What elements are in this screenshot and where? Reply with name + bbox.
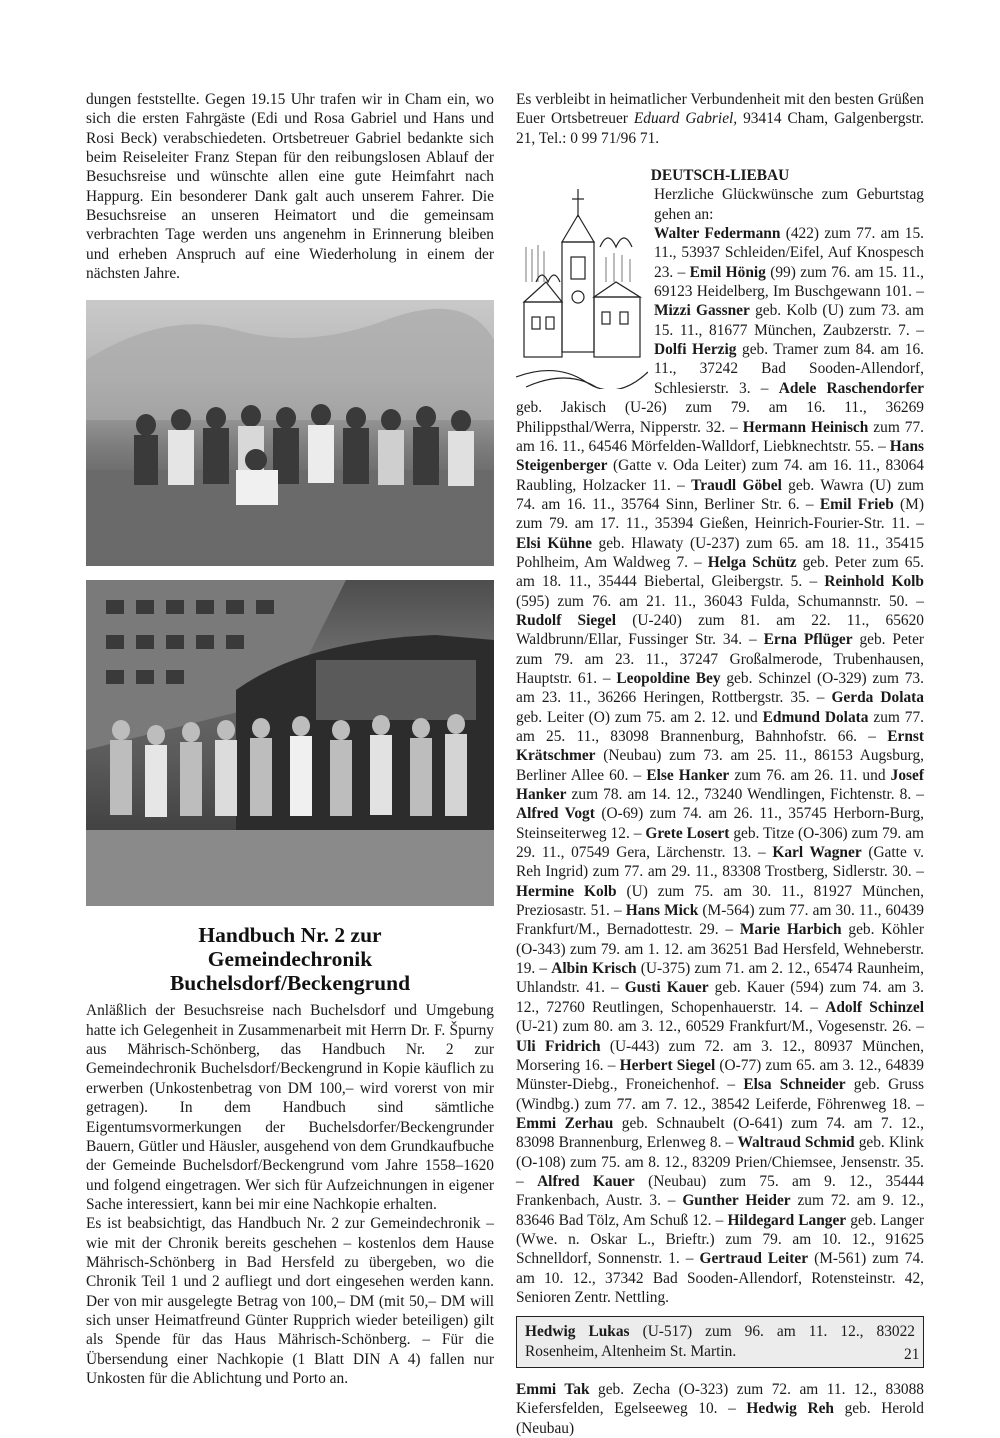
birthday-details: geb. Wawra (U) zum 74. am 16. 11., 35764 Sinn, Berliner Str. 6. – bbox=[516, 476, 924, 513]
birthday-name: Adele Raschendorfer bbox=[778, 379, 924, 397]
closing-paragraph bbox=[516, 90, 924, 148]
highlight-box bbox=[516, 1316, 924, 1368]
birthday-name: Hildegard Langer bbox=[727, 1211, 847, 1229]
group-photo-meadow bbox=[86, 300, 494, 566]
birthday-details: zum 78. am 14. 12., 73240 Wendlingen, Fichtenstr. 8. – bbox=[566, 786, 924, 804]
birthday-intro: Herzliche Glückwünsche zum Geburtstag gehen an: bbox=[654, 186, 924, 223]
birthday-details: geb. Peter zum 65. am 18. 11., 35444 Biebertal, Gleibergstr. 5. – bbox=[516, 553, 924, 591]
birthday-details: geb. Hlawaty (U-237) zum 65. am 18. 11., 35415 Pohlheim, Am Waldweg 7. – bbox=[516, 534, 924, 571]
birthday-details: geb. Schinzel (O-329) zum 73. am 23. 11., 36266 Heringen, Rottbergstr. 35. – bbox=[516, 669, 924, 707]
birthday-name: Ernst Krätschmer bbox=[516, 728, 924, 765]
article-heading-line2: Gemeindechronik Buchelsdorf/Beckengrund bbox=[169, 947, 411, 996]
birthday-details: zum 76. am 26. 11. und bbox=[729, 766, 891, 784]
birthday-details: (Neubau) zum 73. am 25. 11., 86153 Augsburg, Berliner Allee 60. – bbox=[516, 747, 924, 784]
highlight-box-name: Hedwig Lukas bbox=[525, 1323, 630, 1341]
birthday-details: geb. Titze (O-306) zum 79. am 29. 11., 07549 Gera, Lärchenstr. 13. – bbox=[516, 824, 924, 862]
birthday-details: geb. Zecha (O-323) zum 72. am 11. 12., 83088 Kiefersfelden, Egelseeweg 10. – bbox=[516, 1381, 924, 1418]
birthday-name: Uli Fridrich bbox=[516, 1037, 601, 1055]
birthday-name: Waltraud Schmid bbox=[737, 1134, 855, 1152]
birthday-details: (O-77) zum 65. am 3. 12., 64839 Münster-Diebg., Froneichenhof. – bbox=[516, 1056, 924, 1094]
birthday-name: Erna Pflüger bbox=[763, 631, 853, 649]
closing-pre: Es verbleibt in heimatlicher Verbundenheit mit den besten Grüßen Euer Ortsbetreuer bbox=[516, 91, 924, 128]
birthday-name: Walter Federmann bbox=[654, 225, 781, 243]
birthday-details: zum 72. am 9. 12., 83646 Bad Tölz, Am Schuß 12. – bbox=[516, 1192, 925, 1229]
birthday-details: geb. Herold (Neubau) bbox=[516, 1400, 924, 1437]
birthday-name: Josef Hanker bbox=[516, 766, 924, 804]
birthday-name: Hans Mick bbox=[625, 902, 699, 920]
birthday-name: Leopoldine Bey bbox=[616, 669, 721, 687]
birthday-name: Karl Wagner bbox=[772, 844, 862, 862]
closing-post: 93414 Cham, Galgenbergstr. 21, Tel.: 0 99 71/96 71. bbox=[516, 110, 924, 147]
birthday-details: (U-375) zum 71. am 2. 12., 65474 Raunheim, Uhlandstr. 41. – bbox=[516, 960, 924, 997]
group-photo-bus-drawing bbox=[86, 580, 494, 906]
birthday-name: Emil Hönig bbox=[689, 263, 766, 281]
article-paragraph-2: Es ist beabsichtigt, das Handbuch Nr. 2 zur Gemeindechronik – wie mit der Chronik bereits geschehen – kostenlos dem Hause Mährisch-Schönberg in Bad Hersfeld zu übergeben, wo die Chronik Teil 1 und 2 aufliegt und dort eingesehen werden kann. Der von mir ausgelegte Betrag von 100,– DM (mit 50,– DM will sich unser Heimatfreund Günter Rupprich wieder beteiligen) gilt als Spende für das Haus Mährisch-Schönberg. – Für die Übersendung einer Nachkopie (1 Blatt DIN A 4) fallen nur Unkosten für die Ablichtung und Porto an. bbox=[86, 1215, 494, 1387]
birthday-name: Emmi Tak bbox=[516, 1381, 590, 1398]
birthday-name: Gerda Dolata bbox=[831, 689, 924, 707]
birthday-details: zum 77. am 25. 11., 83098 Brannenburg, Bahnhofstr. 66. – bbox=[516, 708, 924, 745]
birthday-details: (422) zum 77. am 15. 11., 53937 Schleiden/Eifel, Auf Knospesch 23. – bbox=[654, 225, 924, 281]
birthday-name: Elsi Kühne bbox=[516, 534, 592, 552]
birthday-details: geb. Jakisch (U-26) zum 79. am 16. 11., 36269 Philippsthal/Werra, Nipperstr. 32. – bbox=[516, 399, 924, 436]
birthday-details: (Gatte v. Reh Ingrid) zum 77. am 29. 11., 83308 Trostberg, Sidlerstr. 30. – bbox=[516, 844, 924, 881]
birthday-name: Grete Losert bbox=[645, 824, 730, 842]
birthday-name: Gertraud Leiter bbox=[699, 1250, 809, 1268]
birthday-name: Gunther Heider bbox=[682, 1192, 791, 1210]
birthday-name: Hermann Heinisch bbox=[742, 418, 869, 436]
highlight-box-text: (U-517) zum 96. am 11. 12., 83022 Rosenheim, Altenheim St. Martin. bbox=[525, 1323, 916, 1360]
birthday-details: zum 77. am 16. 11., 64546 Mörfelden-Walldorf, Liebknechtstr. 55. – bbox=[516, 418, 924, 455]
page-number: 21 bbox=[904, 1346, 920, 1363]
article-heading bbox=[86, 923, 494, 995]
birthday-details: geb. Tramer zum 84. am 16. 11., 37242 Bad Sooden-Allendorf, Schlesierstr. 3. – bbox=[654, 341, 924, 397]
birthday-details: (U-240) zum 81. am 22. 11., 65620 Waldbrunn/Ellar, Fussinger Str. 34. – bbox=[516, 611, 924, 649]
birthday-name: Hedwig Reh bbox=[746, 1400, 834, 1418]
birthday-name: Marie Harbich bbox=[739, 921, 842, 939]
birthday-name: Albin Krisch bbox=[551, 960, 637, 978]
birthday-details: (M-564) zum 77. am 30. 11., 60439 Frankfurt/M., Bernadottestr. 29. – bbox=[516, 902, 924, 939]
birthday-name: Dolfi Herzig bbox=[654, 341, 737, 359]
birthday-details: (U-21) zum 80. am 3. 12., 60529 Frankfurt/M., Vogesenstr. 26. – bbox=[516, 1018, 924, 1036]
right-column bbox=[516, 90, 924, 1438]
birthday-list-continued bbox=[516, 1380, 924, 1438]
birthday-details: geb. Leiter (O) zum 75. am 2. 12. und bbox=[516, 708, 763, 726]
birthday-details: (U) zum 75. am 30. 11., 81927 München, Preziosastr. 51. – bbox=[516, 882, 924, 920]
left-column bbox=[86, 90, 494, 1388]
closing-name: Eduard Gabriel, bbox=[633, 110, 738, 128]
birthday-name: Emil Frieb bbox=[819, 495, 894, 513]
article-heading-line1: Handbuch Nr. 2 zur bbox=[198, 923, 382, 948]
birthday-details: geb. Peter zum 79. am 23. 11., 37247 Großalmerode, Trubenhausen, Hauptstr. 61. – bbox=[516, 631, 925, 687]
birthday-name: Adolf Schinzel bbox=[825, 998, 924, 1016]
birthday-details: (99) zum 76. am 15. 11., 69123 Heidelberg, Im Buschgewann 101. – bbox=[654, 263, 924, 301]
church-illustration bbox=[516, 187, 648, 389]
group-photo-meadow-drawing bbox=[86, 300, 494, 566]
birthday-name: Helga Schütz bbox=[707, 553, 797, 571]
birthday-details: geb. Klink (O-108) zum 75. am 8. 12., 83209 Prien/Chiemsee, Jensenstr. 35. – bbox=[516, 1134, 924, 1190]
birthday-details: geb. Langer (Wwe. n. Oskar L., Brieftr.) zum 79. am 10. 12., 91625 Schnelldorf, Sonnenstr. 1. – bbox=[516, 1211, 924, 1268]
article-paragraph-1: Anläßlich der Besuchsreise nach Buchelsdorf und Umgebung hatte ich Gelegenheit in Zusammenarbeit mit Herrn Dr. F. Špurny aus Mährisch-Schönberg, das Handbuch Nr. 2 zur Gemeindechronik Buchelsdorf/Beckengrund in Kopie käuflich zu erwerben (Unkostenbetrag von DM 100,– wird vorerst von mir getragen). In dem Handbuch sind sämtliche Eigentumsvormerkungen der Buchelsdorfer/Beckengrunder Bauern, Gütler und Häusler, ausgehend von dem Grundkaufbuche der Gemeinde Buchelsdorf/Beckengrund vom Jahre 1558–1620 und folgend eingetragen. Wer sich für Aufzeichnungen in eigener Sache interessiert, kann bei mir eine Nachkopie erhalten. bbox=[86, 1002, 494, 1213]
birthday-name: Hans Steigenberger bbox=[516, 437, 924, 475]
section-heading-deutsch-liebau: DEUTSCH-LIEBAU bbox=[650, 167, 790, 185]
birthday-details: (Neubau) zum 75. am 9. 12., 35444 Frankenbach, Austr. 3. – bbox=[516, 1172, 924, 1210]
birthday-details: (M-561) zum 74. am 10. 12., 37342 Bad Sooden-Allendorf, Rotensteinstr. 42, Senioren Zentr. Nettling. bbox=[516, 1250, 924, 1306]
birthday-name: Elsa Schneider bbox=[743, 1076, 846, 1094]
group-photo-bus bbox=[86, 580, 494, 906]
birthday-name: Mizzi Gassner bbox=[654, 302, 750, 320]
birthday-name: Edmund Dolata bbox=[762, 708, 869, 726]
birthday-details: (M) zum 79. am 17. 11., 35394 Gießen, Heinrich-Fourier-Str. 11. – bbox=[516, 495, 924, 533]
birthday-name: Alfred Vogt bbox=[516, 805, 595, 823]
birthday-name: Traudl Göbel bbox=[691, 476, 782, 494]
birthday-details: geb. Gruss (Windbg.) zum 77. am 7. 12., 38542 Leiferde, Föhrenweg 18. – bbox=[516, 1076, 924, 1113]
birthday-name: Else Hanker bbox=[646, 766, 730, 784]
birthday-details: geb. Köhler (O-343) zum 79. am 1. 12. am 36251 Bad Hersfeld, Wehneberstr. 19. – bbox=[516, 921, 924, 978]
birthday-details: (595) zum 76. am 21. 11., 36043 Fulda, Schumannstr. 50. – bbox=[516, 592, 924, 610]
birthday-details: geb. Schnaubelt (O-641) zum 74. am 7. 12., 83098 Brannenburg, Erlenweg 8. – bbox=[516, 1114, 924, 1152]
birthday-name: Reinhold Kolb bbox=[824, 573, 924, 591]
intro-paragraph: dungen feststellte. Gegen 19.15 Uhr trafen wir in Cham ein, wo sich die ersten Fahrgäste (Edi und Rosa Gabriel und Hans und Rosi Beck) verabschiedeten. Ortsbetreuer Gabriel bedankte sich beim Reiseleiter Franz Stepan für den reibungslosen Ablauf der Besuchsreise und wünschte allen eine gute Heimfahrt nach Happurg. Ein besonderer Dank galt auch unserem Fahrer. Die Besuchsreise an unseren Heimatort und die gemeinsam verbrachten Tage werden uns angenehm in Erinnerung bleiben und erheben Anspruch auf eine Wiederholung in einem der nächsten Jahre. bbox=[86, 91, 494, 283]
birthday-name: Rudolf Siegel bbox=[516, 611, 617, 629]
birthday-name: Herbert Siegel bbox=[619, 1056, 716, 1074]
birthday-name: Emmi Zerhau bbox=[516, 1114, 614, 1132]
birthday-name: Hermine Kolb bbox=[516, 882, 617, 900]
birthday-details: (U-443) zum 72. am 3. 12., 80937 München, Morsering 16. – bbox=[516, 1037, 924, 1074]
birthday-name: Gusti Kauer bbox=[624, 979, 709, 997]
birthday-details: geb. Kolb (U) zum 73. am 15. 11., 81677 München, Zaubzerstr. 7. – bbox=[654, 302, 924, 339]
birthday-details: geb. Kauer (594) zum 74. am 3. 12., 72760 Reutlingen, Schopenhauerstr. 14. – bbox=[516, 979, 924, 1016]
birthday-details: (O-69) zum 74. am 26. 11., 35745 Herborn-Burg, Steinseiterweg 12. – bbox=[516, 805, 924, 842]
birthday-details: (Gatte v. Oda Leiter) zum 74. am 16. 11., 83064 Raubling, Holzacker 11. – bbox=[516, 457, 924, 494]
birthday-name: Alfred Kauer bbox=[537, 1172, 635, 1190]
birthday-section bbox=[516, 185, 924, 1307]
